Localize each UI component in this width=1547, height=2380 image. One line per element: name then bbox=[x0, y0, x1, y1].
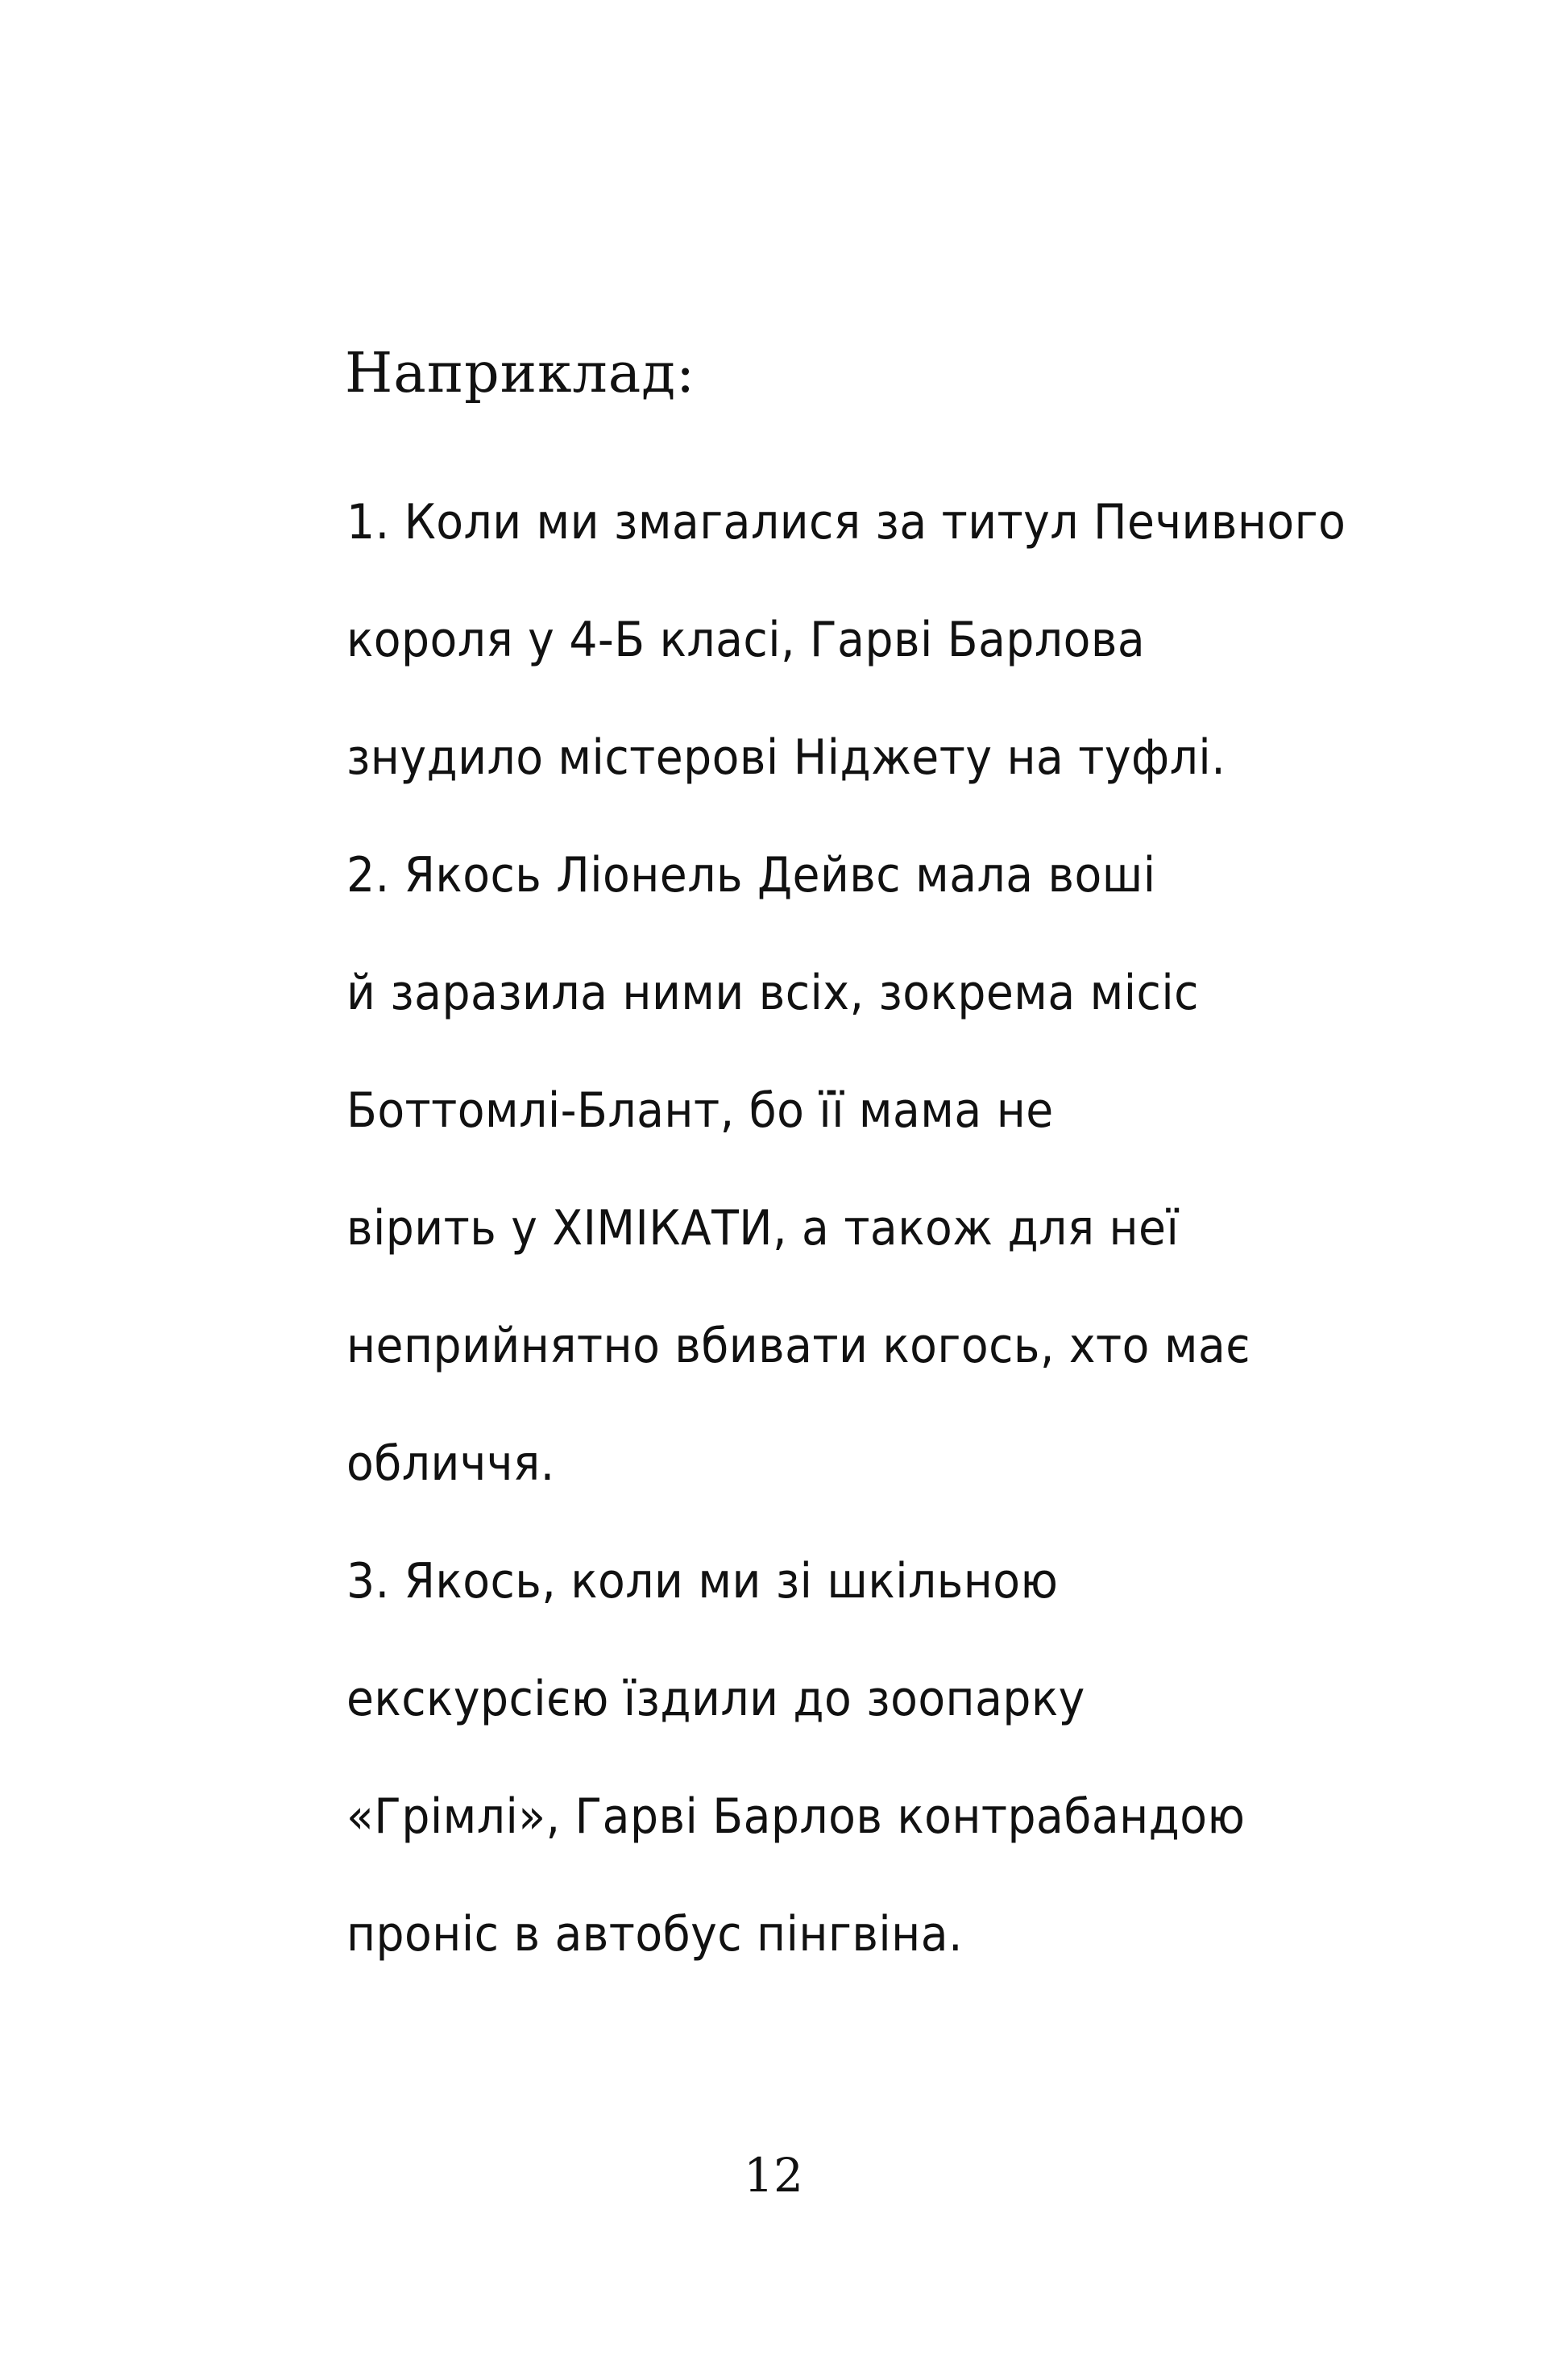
text-line: екскурсією їздили до зоопарку bbox=[346, 1671, 1085, 1727]
text-line: 3. Якось, коли ми зі шкільною bbox=[346, 1553, 1059, 1610]
text-line: «Грімлі», Гарві Барлов контрабандою bbox=[346, 1788, 1246, 1845]
page-number: 12 bbox=[744, 2148, 803, 2203]
text-line: знудило містерові Ніджету на туфлі. bbox=[346, 729, 1226, 786]
section-heading: Наприклад: bbox=[345, 342, 696, 405]
text-line: обличчя. bbox=[346, 1435, 555, 1492]
text-line: й заразила ними всіх, зокрема місіс bbox=[346, 965, 1199, 1021]
text-line: вірить у ХІМІКАТИ, а також для неї bbox=[346, 1200, 1180, 1256]
text-line: Боттомлі-Блант, бо її мама не bbox=[346, 1082, 1054, 1139]
text-line: 1. Коли ми змагалися за титул Печивного bbox=[346, 494, 1346, 550]
text-line: 2. Якось Ліонель Дейвс мала воші bbox=[346, 847, 1156, 903]
body-text bbox=[346, 463, 1346, 1993]
text-line: проніс в автобус пінгвіна. bbox=[346, 1906, 964, 1963]
text-line: неприйнятно вбивати когось, хто має bbox=[346, 1318, 1251, 1374]
text-line: короля у 4-Б класі, Гарві Барлова bbox=[346, 612, 1146, 668]
